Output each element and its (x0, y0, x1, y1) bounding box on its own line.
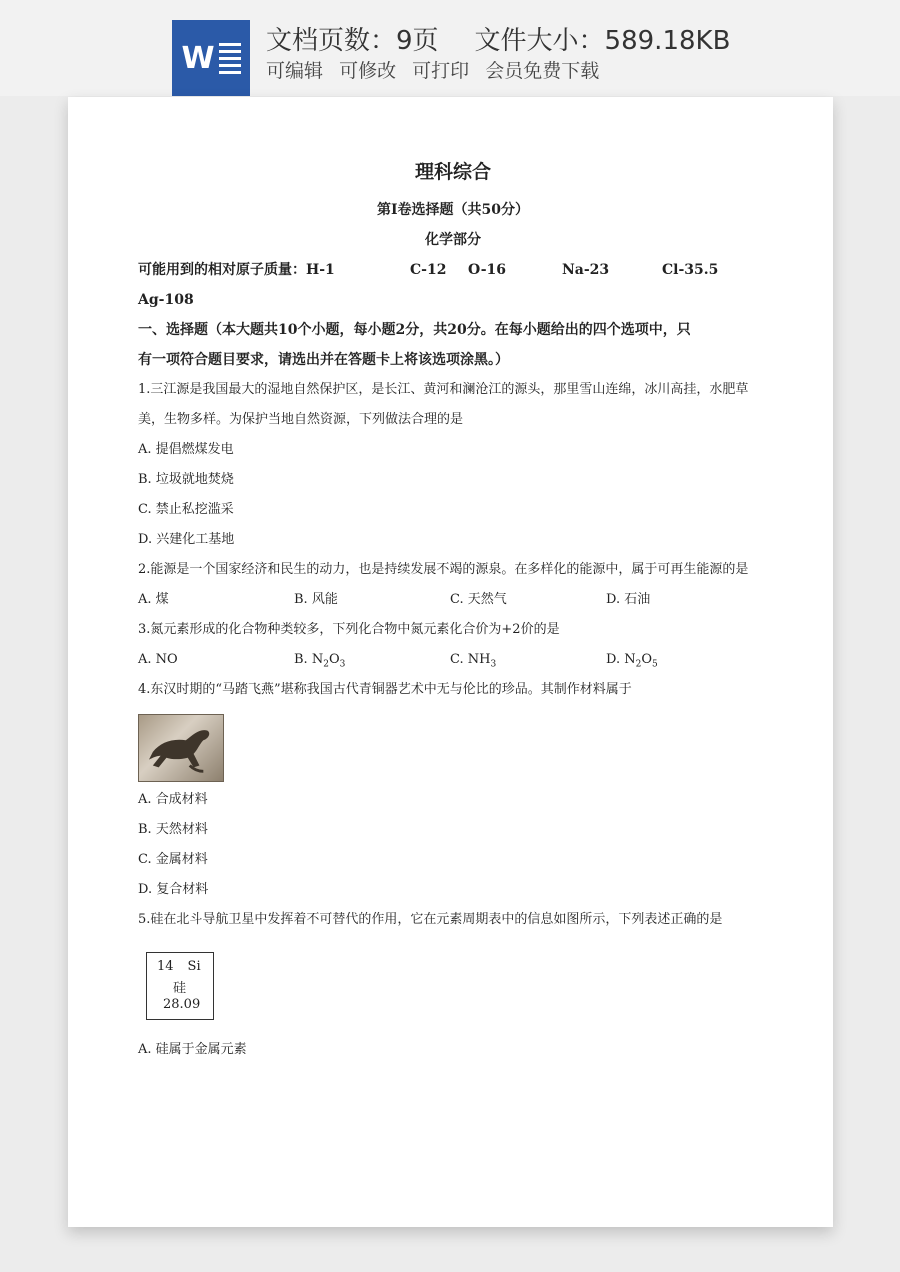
document-page (68, 97, 833, 1227)
section-heading: 第Ⅰ卷选择题（共50分） (376, 202, 530, 218)
q2-option-a: A. 煤 (138, 592, 169, 607)
mass-ag: Ag-108 (138, 292, 194, 308)
galloping-horse-icon (139, 715, 223, 781)
q1-option-a: A. 提倡燃煤发电 (138, 442, 234, 457)
q3-option-d: D. $N_2O_5$ (606, 652, 658, 670)
doc-title: 理科综合 (414, 161, 491, 183)
feature-list (266, 56, 609, 83)
q4-stem: 4.东汉时期的“马踏飞燕”堪称我国古代青铜器艺术中无与伦比的珍品。其制作材料属于 (138, 682, 632, 697)
q1-option-c: C. 禁止私挖滥采 (138, 502, 234, 517)
q2-option-d: D. 石油 (606, 592, 651, 607)
element-symbol: Si (187, 959, 201, 974)
q4-option-a: A. 合成材料 (138, 792, 208, 807)
q2-options (138, 591, 762, 609)
atomic-mass: 28.09 (163, 997, 201, 1012)
mass-c: C-12 (410, 262, 447, 278)
element-name: 硅 (173, 981, 187, 996)
periodic-element-card (146, 952, 214, 1020)
mass-cl: Cl-35.5 (662, 262, 719, 278)
q5-stem: 5.硅在北斗导航卫星中发挥着不可替代的作用，它在元素周期表中的信息如图所示，下列表述正确的是 (138, 912, 723, 927)
atomic-mass-label: 可能用到的相对原子质量：H-1 (138, 262, 335, 278)
q3-options (138, 651, 762, 674)
instruction-line-1: 一、选择题（本大题共10个小题，每小题2分，共20分。在每小题给出的四个选项中，只 (138, 322, 691, 338)
q4-option-b: B. 天然材料 (138, 822, 208, 837)
mass-na: Na-23 (562, 262, 610, 278)
bronze-horse-photo (138, 714, 224, 782)
q3-option-a: A. NO (138, 652, 178, 667)
atomic-number: 14 (157, 959, 174, 974)
q2-option-b: B. 风能 (294, 592, 338, 607)
mass-o: O-16 (468, 262, 507, 278)
q1-stem-line-2: 美，生物多样。为保护当地自然资源，下列做法合理的是 (138, 412, 464, 427)
q3-option-b: B. $N_2O_3$ (294, 652, 346, 670)
q1-option-d: D. 兴建化工基地 (138, 532, 235, 547)
download-banner (0, 0, 900, 96)
q2-stem: 2.能源是一个国家经济和民生的动力，也是持续发展不竭的源泉。在多样化的能源中，属于可再生能源的是 (138, 562, 749, 577)
part-heading: 化学部分 (425, 232, 481, 248)
q1-stem-line-1: 1.三江源是我国最大的湿地自然保护区，是长江、黄河和澜沧江的源头，那里雪山连绵，冰川高挂，水肥草 (138, 382, 749, 397)
q4-option-d: D. 复合材料 (138, 882, 209, 897)
feature-printable: 可打印 (412, 60, 470, 82)
file-info (266, 20, 730, 57)
q3-option-c: C. $NH_3$ (450, 652, 497, 670)
feature-modifiable: 可修改 (339, 60, 397, 82)
page-count: 文档页数：9页 (266, 26, 439, 56)
q1-option-b: B. 垃圾就地焚烧 (138, 472, 234, 487)
q4-option-c: C. 金属材料 (138, 852, 208, 867)
instruction-line-2: 有一项符合题目要求，请选出并在答题卡上将该选项涂黑。） (138, 352, 509, 368)
q3-stem: 3.氮元素形成的化合物种类较多，下列化合物中氮元素化合价为+2价的是 (138, 622, 560, 637)
q5-option-a: A. 硅属于金属元素 (138, 1042, 247, 1057)
word-document-icon: W (172, 20, 250, 96)
feature-editable: 可编辑 (266, 60, 324, 82)
file-size: 文件大小：589.18KB (474, 26, 731, 56)
q2-option-c: C. 天然气 (450, 592, 507, 607)
feature-free-download: 会员免费下载 (485, 60, 600, 82)
